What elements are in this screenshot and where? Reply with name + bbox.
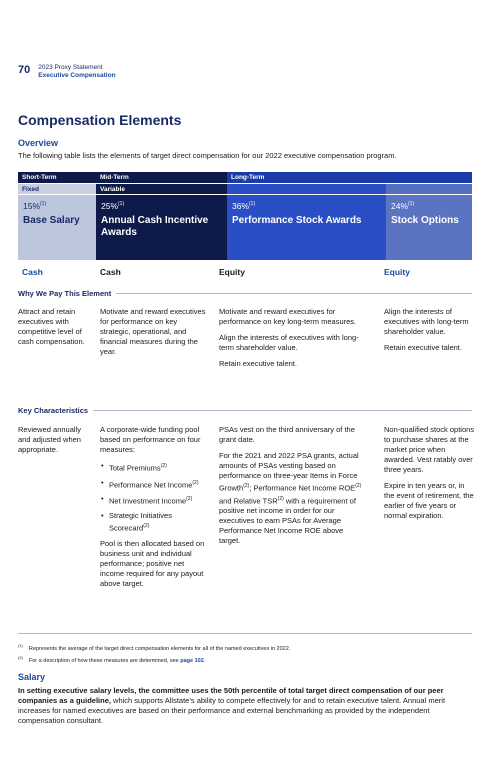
key-heading: Key Characteristics	[18, 406, 472, 415]
pct-label: 36%$^{(1)}$	[232, 201, 256, 211]
element-name: Performance Stock Awards	[232, 215, 362, 226]
pct-label: 25%$^{(1)}$	[101, 201, 125, 211]
type-label	[386, 183, 472, 194]
type-label	[227, 183, 386, 194]
term-label	[386, 172, 472, 183]
elements-header-grid	[18, 172, 472, 262]
element-name: Annual Cash Incentive Awards	[101, 215, 209, 238]
key-annual-cash: A corporate-wide funding pool based on performance on four measures: • Total Premiums$^{(2)}$ • Performance Net Income$^{(2)}$ • Net Investment Income$^{(2)}$ • Strategic Initiatives Scorecard$^{(2)}$ Pool is then allocated based on business unit and individual performance; positive net income required for any payout above target.	[100, 425, 206, 595]
vehicle-label: Cash	[22, 267, 43, 277]
column-annual-cash-incentive	[96, 172, 227, 260]
overview-heading: Overview	[18, 138, 59, 148]
page-title: Compensation Elements	[18, 112, 182, 128]
why-base-salary: Attract and retain executives with competitive level of cash compensation.	[18, 307, 85, 346]
footnote-1: $^{(1)}$Represents the average of the target direct compensation elements for all of the named executives in 2022.	[18, 643, 291, 652]
measure-list	[100, 461, 206, 533]
why-psa: Motivate and reward executives for performance on key long-term measures. Align the interests of executives with long-term shareholder value. Retain executive talent.	[219, 307, 359, 368]
page-number: 70	[18, 64, 31, 76]
term-label: Mid-Term	[96, 172, 227, 183]
column-base-salary	[18, 172, 96, 260]
key-stock-options: Non-qualified stock options to purchase shares at the market price when awarded. Vest ratably over three years. Expire in ten years or, in the event of retirement, the earlier of five years or normal expiration.	[384, 425, 475, 520]
footnote-2: $^{(2)}$For a description of how these measures are determined, see page 102.	[18, 655, 206, 664]
column-stock-options	[386, 172, 472, 260]
footnote-divider	[18, 633, 472, 634]
vehicle-label: Equity	[384, 267, 410, 277]
why-annual-cash: Motivate and reward executives for performance on key strategic, operational, and financial measures during the year.	[100, 307, 206, 356]
list-item: • Strategic Initiatives Scorecard$^{(2)}$	[100, 511, 206, 534]
doc-title: 2023 Proxy Statement	[38, 64, 103, 71]
column-performance-stock-awards	[227, 172, 386, 260]
key-base-salary: Reviewed annually and adjusted when appropriate.	[18, 425, 81, 454]
salary-heading: Salary	[18, 672, 46, 682]
list-item: • Performance Net Income$^{(2)}$	[100, 478, 206, 491]
page-link[interactable]: page 102	[180, 657, 204, 664]
term-label: Long-Term	[227, 172, 386, 183]
list-item: • Net Investment Income$^{(2)}$	[100, 494, 206, 507]
page-header	[18, 64, 116, 80]
vehicle-label: Equity	[219, 267, 245, 277]
element-name: Stock Options	[391, 215, 459, 226]
key-psa: PSAs vest on the third anniversary of the grant date. For the 2021 and 2022 PSA grants, actual amounts of PSAs vesting based on performance on three-year Items in Force Growth$^{(2)}$; Performance Net Income ROE$^{(2)}$ and Relative TSR$^{(2)}$ with a requirement of positive net income in order for our executives to earn PSAs for Average Performance Net Income ROE above target.	[219, 425, 362, 545]
type-label: Fixed	[18, 183, 96, 194]
type-label: Variable	[96, 183, 227, 194]
why-heading: Why We Pay This Element	[18, 289, 472, 298]
section-name: Executive Compensation	[38, 72, 116, 79]
salary-paragraph: In setting executive salary levels, the committee uses the 50th percentile of total target direct compensation of our peer companies as a guideline, which supports Allstate’s ability to compete effectively for and to retain executive talent. Annual merit increases for named executives are based on their performance and external benchmarking as provided by the independent compensation consultant.	[18, 686, 446, 725]
vehicle-label: Cash	[100, 267, 121, 277]
why-stock-options: Align the interests of executives with long-term shareholder value. Retain executive talent.	[384, 307, 469, 352]
pct-label: 24%$^{(1)}$	[391, 201, 415, 211]
list-item: • Total Premiums$^{(2)}$	[100, 461, 206, 474]
term-label: Short-Term	[18, 172, 96, 183]
pct-label: 15%$^{(1)}$	[23, 201, 47, 211]
element-name: Base Salary	[23, 215, 80, 226]
overview-intro: The following table lists the elements of target direct compensation for our 2022 executive compensation program.	[18, 151, 397, 160]
